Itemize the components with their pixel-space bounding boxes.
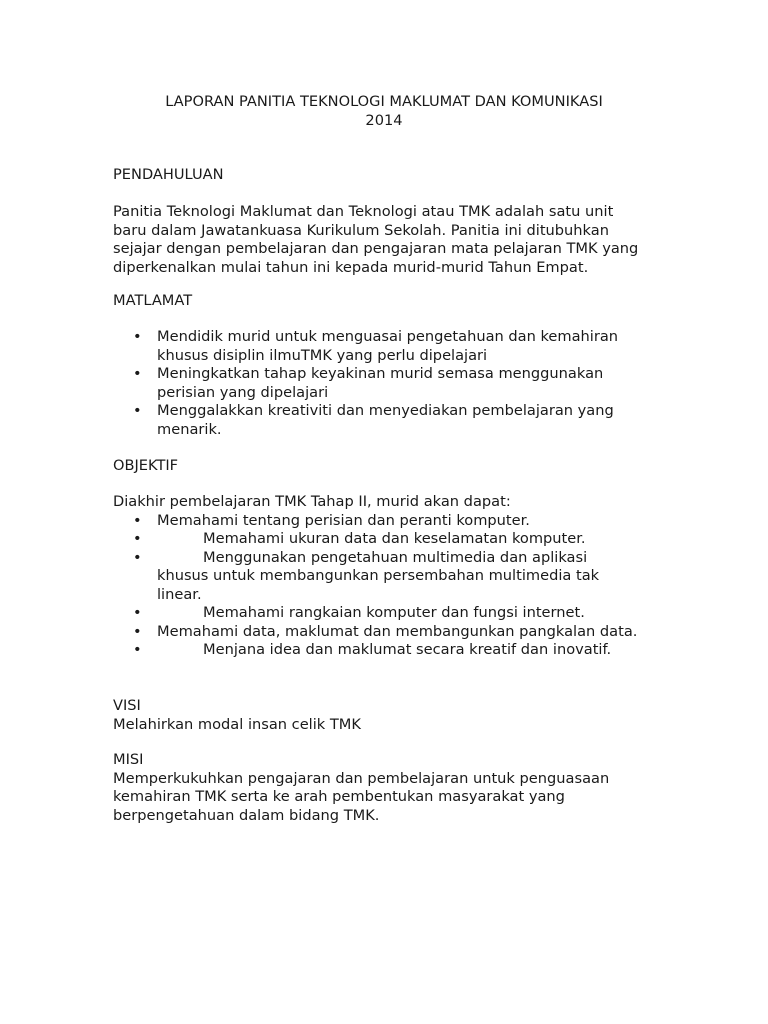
list-item-text: khusus disiplin ilmuTMK yang perlu dipelajari bbox=[157, 346, 488, 364]
list-item-text: Memahami data, maklumat dan membangunkan pangkalan data. bbox=[157, 622, 638, 640]
bullet-icon: • bbox=[133, 548, 142, 566]
list-item-text: linear. bbox=[157, 585, 202, 603]
paragraph-line: berpengetahuan dalam bidang TMK. bbox=[113, 806, 380, 824]
list-item bbox=[113, 641, 653, 660]
bullet-icon: • bbox=[133, 641, 142, 658]
list-item-text: Menggalakkan kreativiti dan menyediakan pembelajaran yang bbox=[157, 402, 614, 419]
objektif-body bbox=[113, 493, 653, 660]
section-visi bbox=[113, 697, 653, 734]
heading-misi: MISI bbox=[113, 751, 144, 768]
heading-matlamat: MATLAMAT bbox=[113, 292, 193, 309]
paragraph-line: Memperkukuhkan pengajaran dan pembelajaran untuk penguasaan bbox=[113, 769, 610, 787]
list-item-text: Menjana idea dan maklumat secara kreatif dan inovatif. bbox=[203, 641, 612, 658]
section-objektif bbox=[113, 457, 653, 476]
title-line-2: 2014 bbox=[365, 111, 403, 129]
paragraph-line: sejajar dengan pembelajaran dan pengajaran mata pelajaran TMK yang bbox=[113, 240, 639, 257]
list-item bbox=[113, 549, 653, 605]
list-item bbox=[113, 604, 653, 623]
bullet-icon: • bbox=[133, 530, 142, 547]
paragraph-line: baru dalam Jawatankuasa Kurikulum Sekolah. Panitia ini ditubuhkan bbox=[113, 221, 609, 239]
bullet-icon: • bbox=[133, 622, 142, 640]
document-title bbox=[0, 93, 768, 130]
list-item-text: menarik. bbox=[157, 420, 222, 438]
list-item bbox=[113, 512, 653, 531]
list-item bbox=[113, 328, 653, 365]
paragraph-line: diperkenalkan mulai tahun ini kepada murid-murid Tahun Empat. bbox=[113, 258, 589, 276]
heading-objektif: OBJEKTIF bbox=[113, 457, 179, 474]
pendahuluan-body bbox=[113, 203, 653, 277]
list-item-text: Mendidik murid untuk menguasai pengetahuan dan kemahiran bbox=[157, 328, 619, 345]
list-item-text: Memahami rangkaian komputer dan fungsi internet. bbox=[203, 604, 585, 621]
bullet-icon: • bbox=[133, 328, 142, 345]
paragraph-line: Panitia Teknologi Maklumat dan Teknologi atau TMK adalah satu unit bbox=[113, 203, 614, 220]
section-matlamat bbox=[113, 292, 653, 311]
list-item-text: Memahami ukuran data dan keselamatan komputer. bbox=[203, 530, 586, 547]
list-item-text: khusus untuk membangunkan persembahan multimedia tak bbox=[157, 567, 600, 584]
paragraph-line: kemahiran TMK serta ke arah pembentukan masyarakat yang bbox=[113, 788, 565, 805]
list-item-text: Menggunakan pengetahuan multimedia dan aplikasi bbox=[203, 548, 588, 566]
list-item-text: Meningkatkan tahap keyakinan murid semasa menggunakan bbox=[157, 365, 604, 382]
bullet-icon: • bbox=[133, 511, 142, 529]
list-item bbox=[113, 530, 653, 549]
matlamat-list bbox=[113, 328, 653, 439]
heading-visi: VISI bbox=[113, 697, 141, 714]
list-item-text: perisian yang dipelajari bbox=[157, 383, 329, 401]
objektif-intro: Diakhir pembelajaran TMK Tahap II, murid akan dapat: bbox=[113, 493, 511, 510]
list-item-text: Memahami tentang perisian dan peranti komputer. bbox=[157, 511, 530, 529]
title-line-1: LAPORAN PANITIA TEKNOLOGI MAKLUMAT DAN KOMUNIKASI bbox=[165, 93, 603, 110]
section-pendahuluan bbox=[113, 166, 653, 185]
list-item bbox=[113, 365, 653, 402]
bullet-icon: • bbox=[133, 402, 142, 419]
list-item bbox=[113, 623, 653, 642]
list-item bbox=[113, 402, 653, 439]
section-misi bbox=[113, 751, 653, 825]
visi-text: Melahirkan modal insan celik TMK bbox=[113, 715, 361, 733]
heading-pendahuluan: PENDAHULUAN bbox=[113, 166, 224, 183]
bullet-icon: • bbox=[133, 604, 142, 621]
bullet-icon: • bbox=[133, 365, 142, 382]
